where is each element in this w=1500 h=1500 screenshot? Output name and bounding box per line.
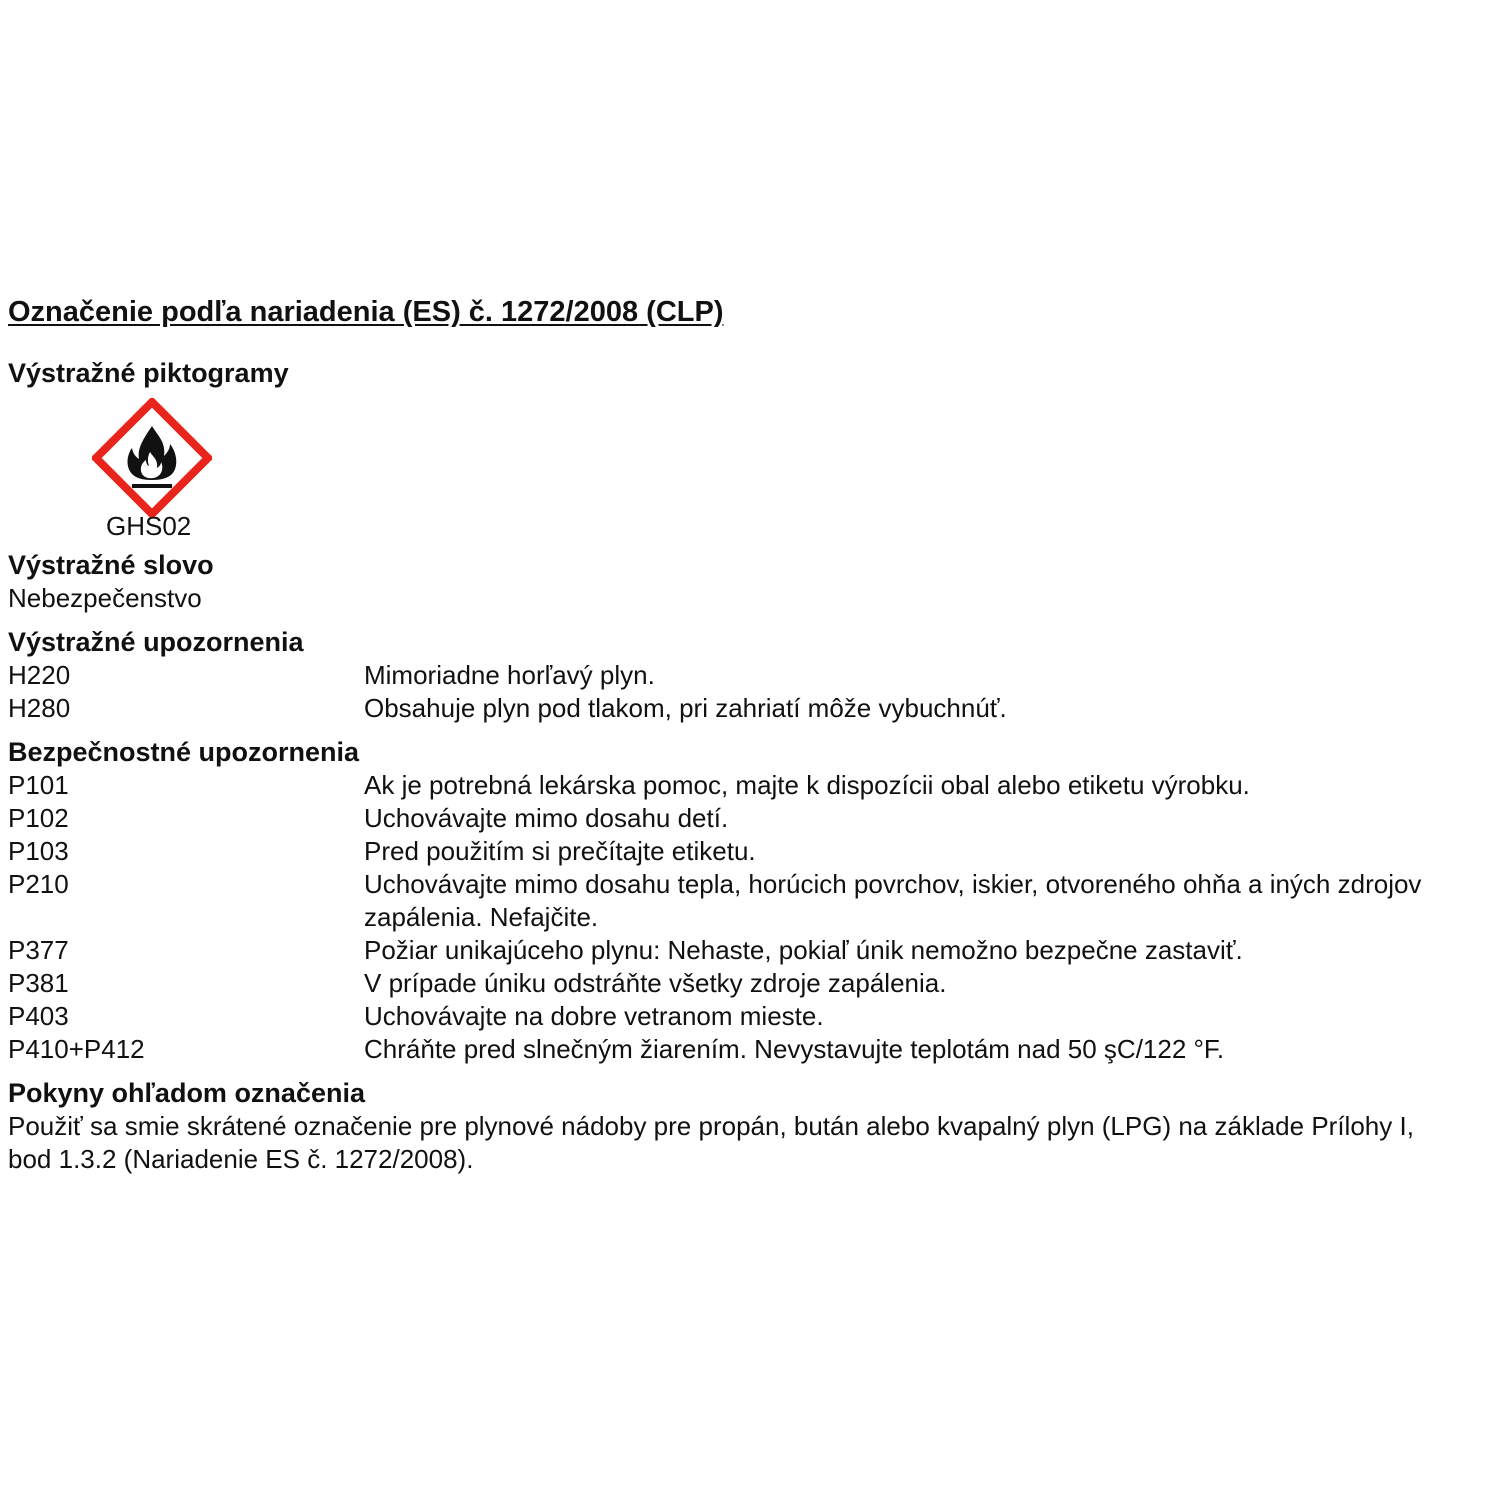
precautionary-statement-row	[8, 835, 1488, 868]
precautionary-statement-row	[8, 769, 1488, 802]
statement-text: Mimoriadne horľavý plyn.	[364, 660, 655, 690]
statement-code: P410+P412	[8, 1034, 145, 1064]
hazard-statement-row	[8, 659, 1488, 692]
precautionary-statement-row	[8, 868, 1488, 934]
precautionary-statements-heading: Bezpečnostné upozornenia	[8, 737, 360, 767]
pictograms-heading: Výstražné piktogramy	[8, 358, 289, 388]
statement-code: H220	[8, 660, 71, 690]
statement-code: P381	[8, 968, 69, 998]
flame-pictogram-icon	[92, 398, 212, 518]
statement-text: V prípade úniku odstráňte všetky zdroje zapálenia.	[364, 968, 947, 998]
statement-text: Uchovávajte mimo dosahu detí.	[364, 803, 729, 833]
precautionary-statement-row	[8, 1000, 1488, 1033]
signal-word-heading: Výstražné slovo	[8, 550, 214, 580]
statement-code: P103	[8, 836, 69, 866]
statement-text: Chráňte pred slnečným žiarením. Nevystavujte teplotám nad 50 şC/122 °F.	[364, 1034, 1225, 1064]
hazard-statements-list	[8, 659, 1488, 725]
statement-code: P403	[8, 1001, 69, 1031]
hazard-statements-heading: Výstražné upozornenia	[8, 627, 304, 657]
hazard-statement-row	[8, 692, 1488, 725]
precautionary-statements-list	[8, 769, 1488, 1066]
statement-text: Pred použitím si prečítajte etiketu.	[364, 836, 756, 866]
clp-labeling-section	[8, 292, 1488, 1176]
statement-code: H280	[8, 693, 71, 723]
statement-code: P101	[8, 770, 69, 800]
page-title: Označenie podľa nariadenia (ES) č. 1272/2008 (CLP)	[8, 296, 724, 328]
pictogram-code: GHS02	[106, 511, 192, 541]
precautionary-statement-row	[8, 967, 1488, 1000]
labeling-notes-text: Použiť sa smie skrátené označenie pre plynové nádoby pre propán, bután alebo kvapalný plyn (LPG) na základe Prílohy I, bod 1.3.2 (Nariadenie ES č. 1272/2008).	[8, 1111, 1414, 1174]
precautionary-statement-row	[8, 1033, 1488, 1066]
labeling-notes-heading: Pokyny ohľadom označenia	[8, 1078, 365, 1108]
statement-code: P210	[8, 869, 69, 899]
ghs02-pictogram	[8, 398, 308, 548]
statement-text: Obsahuje plyn pod tlakom, pri zahriatí môže vybuchnúť.	[364, 693, 1007, 723]
statement-code: P377	[8, 935, 69, 965]
statement-text: Ak je potrebná lekárska pomoc, majte k dispozícii obal alebo etiketu výrobku.	[364, 770, 1250, 800]
signal-word-value: Nebezpečenstvo	[8, 583, 202, 613]
statement-text: Uchovávajte mimo dosahu tepla, horúcich povrchov, iskier, otvoreného ohňa a iných zdrojov zapálenia. Nefajčite.	[364, 869, 1422, 932]
statement-code: P102	[8, 803, 69, 833]
statement-text: Požiar unikajúceho plynu: Nehaste, pokiaľ únik nemožno bezpečne zastaviť.	[364, 935, 1243, 965]
precautionary-statement-row	[8, 802, 1488, 835]
statement-text: Uchovávajte na dobre vetranom mieste.	[364, 1001, 824, 1031]
precautionary-statement-row	[8, 934, 1488, 967]
